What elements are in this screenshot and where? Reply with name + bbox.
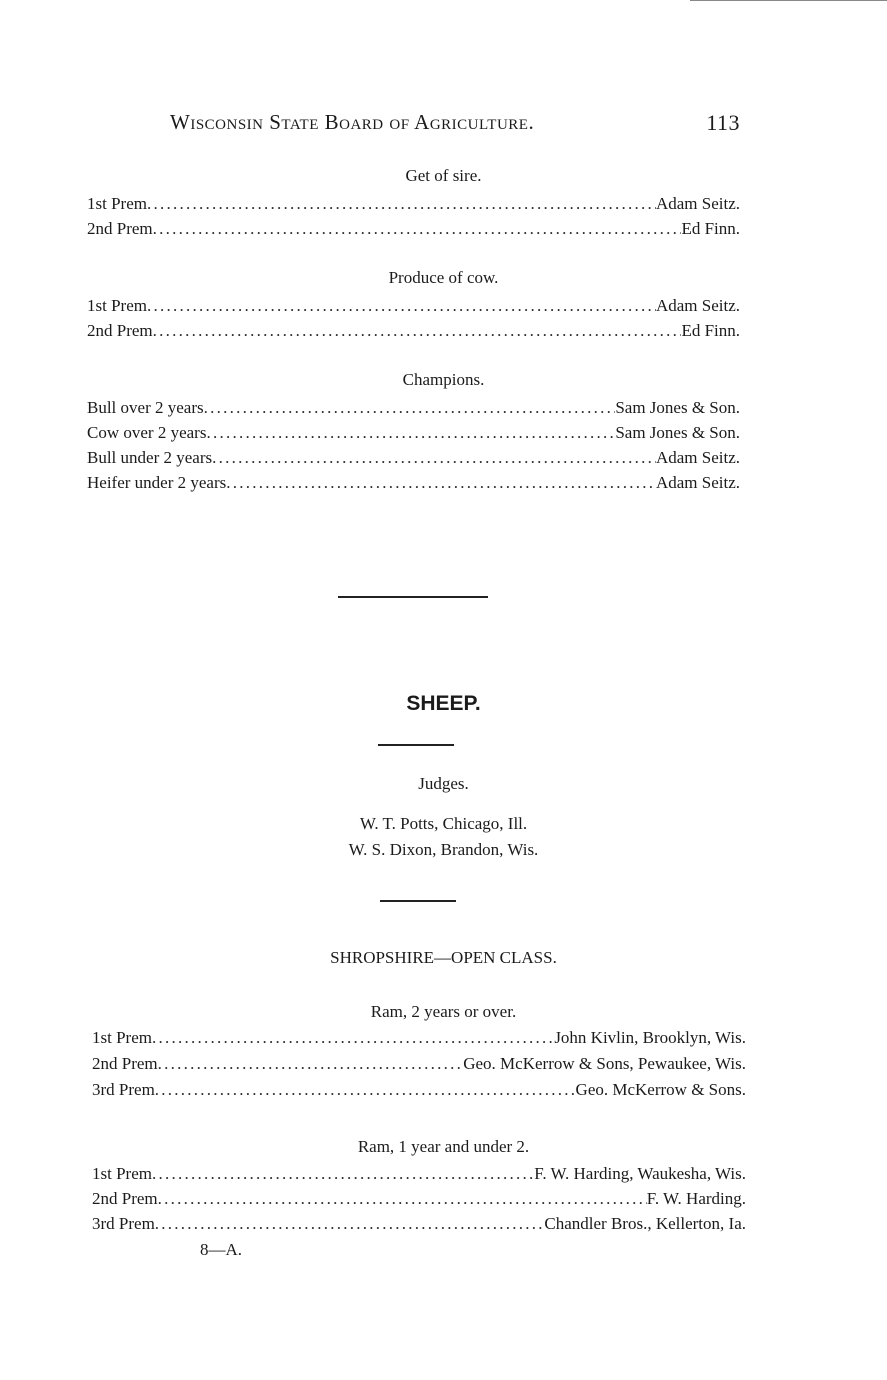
list-item (87, 471, 740, 495)
class-label: Heifer under 2 years (87, 473, 227, 492)
list-item (92, 1162, 746, 1186)
champion-winner: Adam Seitz. (655, 448, 740, 467)
champions-heading: Champions. (402, 370, 485, 389)
list-item (92, 1026, 746, 1050)
prize-label: 1st Prem (92, 1028, 152, 1047)
title-rule (378, 744, 454, 746)
prize-label: 1st Prem (92, 1164, 152, 1183)
prize-winner: Geo. McKerrow & Sons, Pewaukee, Wis. (463, 1054, 746, 1073)
leader-dots (204, 396, 616, 420)
signature-mark: 8—A. (200, 1240, 243, 1259)
leader-dots (155, 1212, 545, 1236)
section-divider (338, 596, 488, 598)
leader-dots (226, 471, 656, 495)
champions-list (87, 396, 740, 495)
leader-dots (158, 1052, 464, 1076)
prize-winner: F. W. Harding, Waukesha, Wis. (534, 1164, 746, 1183)
champion-winner: Adam Seitz. (655, 473, 740, 492)
ram-2-years-list (92, 1026, 746, 1102)
list-item (87, 421, 740, 445)
prize-winner: Chandler Bros., Kellerton, Ia. (544, 1214, 746, 1233)
class-label: Cow over 2 years (87, 423, 207, 442)
header-title: Wisconsin State Board of Agriculture. (170, 110, 535, 134)
page-number: 113 (706, 110, 740, 135)
leader-dots (153, 319, 682, 343)
prize-winner: Ed Finn. (681, 219, 740, 238)
prize-winner: Adam Seitz. (655, 194, 740, 213)
champion-winner: Sam Jones & Son. (615, 423, 740, 442)
prize-label: 2nd Prem (92, 1054, 158, 1073)
leader-dots (158, 1187, 647, 1211)
subclass-heading: Ram, 2 years or over. (370, 1002, 517, 1021)
produce-of-cow-heading: Produce of cow. (388, 268, 499, 287)
list-item (92, 1187, 746, 1211)
leader-dots (147, 192, 656, 216)
list-item (92, 1078, 746, 1102)
leader-dots (212, 446, 656, 470)
list-item (87, 217, 740, 241)
subclass-heading: Ram, 1 year and under 2. (357, 1137, 530, 1156)
class-label: Bull over 2 years (87, 398, 204, 417)
judge-entry: W. S. Dixon, Brandon, Wis. (348, 840, 539, 859)
section-title: SHEEP. (406, 692, 481, 715)
list-item (92, 1052, 746, 1076)
prize-label: 3rd Prem (92, 1080, 155, 1099)
list-item (87, 319, 740, 343)
produce-of-cow-list (87, 294, 740, 343)
list-item (87, 446, 740, 470)
get-of-sire-heading: Get of sire. (405, 166, 482, 185)
list-item (87, 192, 740, 216)
judge-entry: W. T. Potts, Chicago, Ill. (359, 814, 528, 833)
judges-heading: Judges. (418, 774, 469, 793)
list-item (87, 396, 740, 420)
prize-label: 2nd Prem (92, 1189, 158, 1208)
class-label: Bull under 2 years (87, 448, 213, 467)
prize-label: 2nd Prem (87, 219, 153, 238)
prize-winner: Geo. McKerrow & Sons. (575, 1080, 746, 1099)
list-item (87, 294, 740, 318)
champion-winner: Sam Jones & Son. (615, 398, 740, 417)
prize-label: 2nd Prem (87, 321, 153, 340)
running-header (170, 110, 740, 140)
leader-dots (152, 1162, 534, 1186)
prize-winner: F. W. Harding. (646, 1189, 746, 1208)
list-item (92, 1212, 746, 1236)
leader-dots (206, 421, 615, 445)
prize-winner: John Kivlin, Brooklyn, Wis. (554, 1028, 746, 1047)
class-heading: SHROPSHIRE—OPEN CLASS. (330, 948, 557, 967)
leader-dots (155, 1078, 576, 1102)
get-of-sire-list (87, 192, 740, 241)
prize-winner: Ed Finn. (681, 321, 740, 340)
judges-rule (380, 900, 456, 902)
top-edge-line (690, 0, 887, 1)
ram-1-year-list (92, 1162, 746, 1236)
prize-label: 1st Prem (87, 296, 147, 315)
prize-label: 3rd Prem (92, 1214, 155, 1233)
leader-dots (147, 294, 656, 318)
prize-winner: Adam Seitz. (655, 296, 740, 315)
prize-label: 1st Prem (87, 194, 147, 213)
leader-dots (152, 1026, 554, 1050)
leader-dots (153, 217, 682, 241)
